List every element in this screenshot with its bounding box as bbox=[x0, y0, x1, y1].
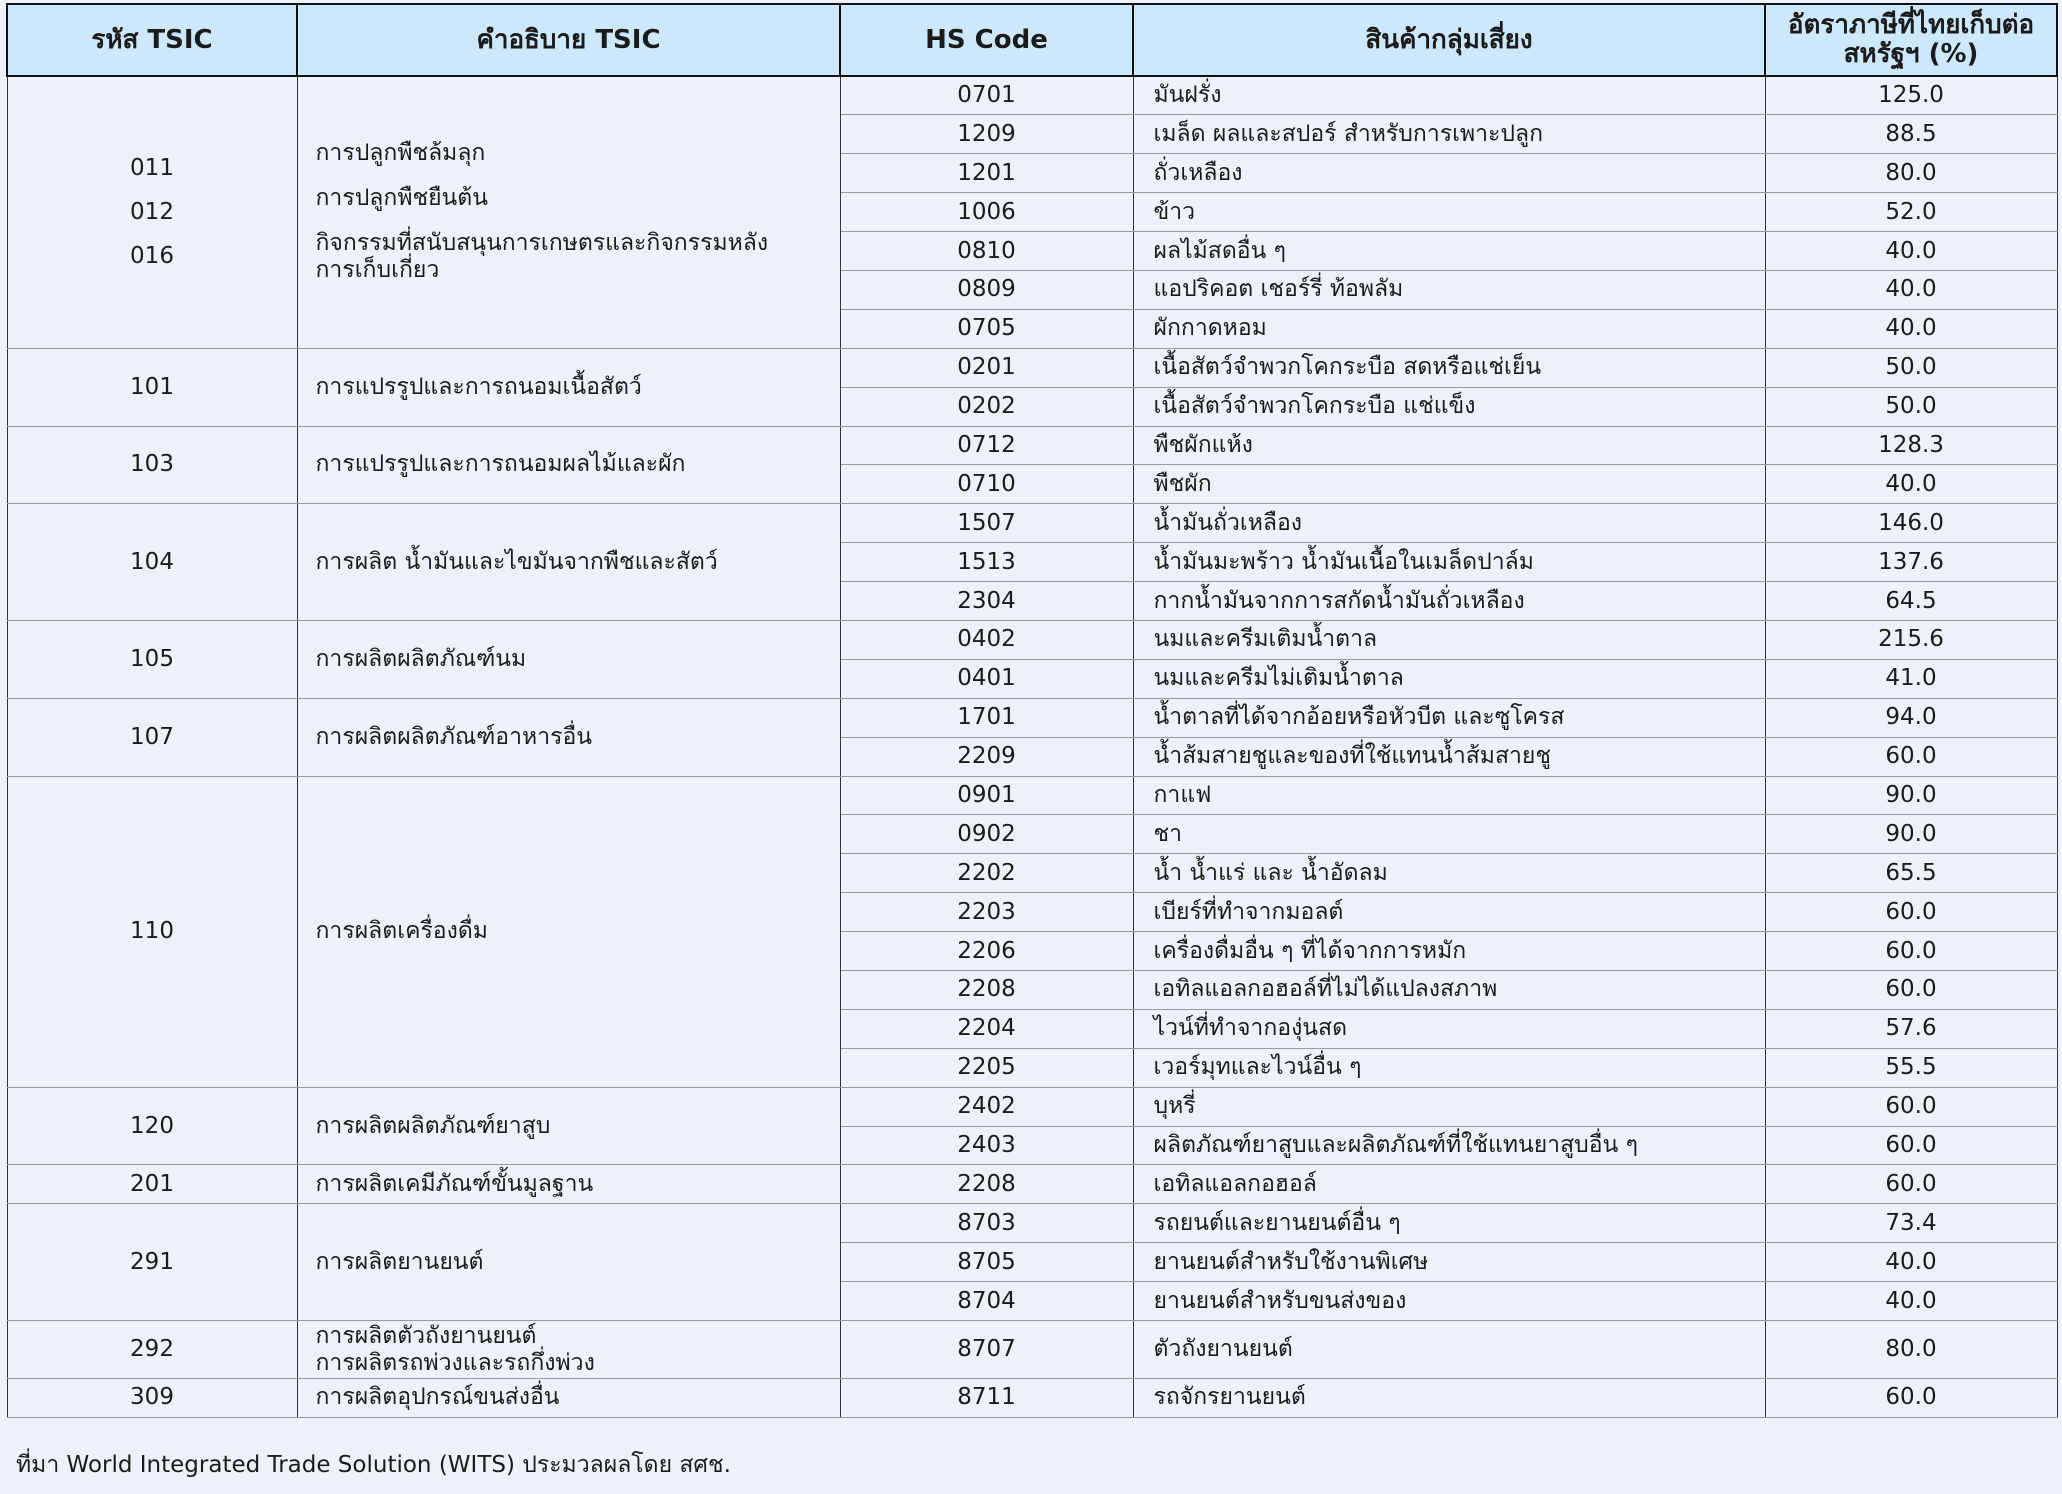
risk-product-cell: ผลิตภัณฑ์ยาสูบและผลิตภัณฑ์ที่ใช้แทนยาสูบอื่น ๆ bbox=[1133, 1126, 1765, 1165]
risk-product-cell: เมล็ด ผลและสปอร์ สำหรับการเพาะปลูก bbox=[1133, 115, 1765, 154]
hs-code-cell: 1006 bbox=[840, 193, 1133, 232]
tsic-code-cell bbox=[7, 1087, 297, 1165]
tsic-code-cell bbox=[7, 698, 297, 776]
hs-code-cell: 1513 bbox=[840, 543, 1133, 582]
tariff-rate-cell: 60.0 bbox=[1765, 932, 2057, 971]
tsic-description-cell bbox=[297, 1087, 840, 1165]
risk-product-cell: รถยนต์และยานยนต์อื่น ๆ bbox=[1133, 1204, 1765, 1243]
risk-product-cell: เอทิลแอลกอฮอล์ที่ไม่ได้แปลงสภาพ bbox=[1133, 970, 1765, 1009]
tsic-code-cell bbox=[7, 620, 297, 698]
risk-product-cell: แอปริคอต เชอร์รี่ ท้อพลัม bbox=[1133, 270, 1765, 309]
table-row bbox=[7, 776, 2057, 815]
hs-code-cell: 2204 bbox=[840, 1009, 1133, 1048]
table-row bbox=[7, 76, 2057, 115]
tariff-rate-cell: 41.0 bbox=[1765, 659, 2057, 698]
table-row bbox=[7, 1087, 2057, 1126]
tariff-rate-cell: 60.0 bbox=[1765, 893, 2057, 932]
tsic-description-cell bbox=[297, 348, 840, 426]
header-tariff-rate bbox=[1765, 4, 2057, 76]
hs-code-cell: 1701 bbox=[840, 698, 1133, 737]
tariff-rate-cell: 50.0 bbox=[1765, 348, 2057, 387]
hs-code-cell: 0401 bbox=[840, 659, 1133, 698]
hs-code-cell: 1201 bbox=[840, 154, 1133, 193]
hs-code-cell: 8703 bbox=[840, 1204, 1133, 1243]
hs-code-cell: 0809 bbox=[840, 270, 1133, 309]
tariff-rate-cell: 52.0 bbox=[1765, 193, 2057, 232]
tsic-code-cell bbox=[7, 76, 297, 348]
tsic-description-line: การผลิตผลิตภัณฑ์ยาสูบ bbox=[315, 1112, 551, 1139]
tsic-code-cell bbox=[7, 426, 297, 504]
risk-product-cell: พืชผักแห้ง bbox=[1133, 426, 1765, 465]
tsic-description-line: การผลิตอุปกรณ์ขนส่งอื่น bbox=[315, 1384, 560, 1411]
risk-product-cell: นมและครีมไม่เติมน้ำตาล bbox=[1133, 659, 1765, 698]
hs-code-cell: 2208 bbox=[840, 970, 1133, 1009]
risk-product-cell: ชา bbox=[1133, 815, 1765, 854]
tariff-rate-cell: 64.5 bbox=[1765, 582, 2057, 621]
risk-product-cell: น้ำมันถั่วเหลือง bbox=[1133, 504, 1765, 543]
tariff-rate-cell: 90.0 bbox=[1765, 776, 2057, 815]
tariff-rate-cell: 73.4 bbox=[1765, 1204, 2057, 1243]
tsic-code: 201 bbox=[130, 1170, 174, 1197]
tsic-description-cell bbox=[297, 76, 840, 348]
tsic-code: 309 bbox=[130, 1384, 174, 1411]
header-row bbox=[7, 4, 2057, 76]
tsic-description-line: การแปรรูปและการถนอมผลไม้และผัก bbox=[315, 451, 686, 478]
hs-code-cell: 2304 bbox=[840, 582, 1133, 621]
hs-code-cell: 1209 bbox=[840, 115, 1133, 154]
tariff-rate-cell: 40.0 bbox=[1765, 1282, 2057, 1321]
tsic-description-line: การผลิตยานยนต์ bbox=[315, 1248, 484, 1275]
table-row bbox=[7, 698, 2057, 737]
risk-product-cell: ข้าว bbox=[1133, 193, 1765, 232]
hs-code-cell: 0402 bbox=[840, 620, 1133, 659]
tariff-rate-cell: 80.0 bbox=[1765, 154, 2057, 193]
risk-product-cell: กาแฟ bbox=[1133, 776, 1765, 815]
table-row bbox=[7, 348, 2057, 387]
tsic-code: 291 bbox=[130, 1248, 174, 1275]
hs-code-cell: 0810 bbox=[840, 232, 1133, 271]
tariff-rate-cell: 128.3 bbox=[1765, 426, 2057, 465]
tsic-description-cell bbox=[297, 1321, 840, 1379]
tsic-description-cell bbox=[297, 1204, 840, 1321]
tsic-description-cell bbox=[297, 1165, 840, 1204]
tsic-code: 011 bbox=[130, 154, 174, 181]
hs-code-cell: 2205 bbox=[840, 1048, 1133, 1087]
risk-product-cell: รถจักรยานยนต์ bbox=[1133, 1379, 1765, 1418]
tariff-rate-cell: 55.5 bbox=[1765, 1048, 2057, 1087]
tsic-code: 120 bbox=[130, 1112, 174, 1139]
risk-product-cell: นมและครีมเติมน้ำตาล bbox=[1133, 620, 1765, 659]
hs-code-cell: 0710 bbox=[840, 465, 1133, 504]
tariff-rate-cell: 40.0 bbox=[1765, 309, 2057, 348]
tsic-description-line: การผลิตตัวถังยานยนต์ bbox=[315, 1322, 537, 1349]
tsic-code: 110 bbox=[130, 918, 174, 945]
tariff-rate-cell: 60.0 bbox=[1765, 1087, 2057, 1126]
header-tariff-rate-line1: อัตราภาษีที่ไทยเก็บต่อ bbox=[1787, 10, 2035, 40]
tariff-rate-cell: 88.5 bbox=[1765, 115, 2057, 154]
tsic-description-line: กิจกรรมที่สนับสนุนการเกษตรและกิจกรรมหลัง bbox=[315, 230, 769, 257]
tariff-rate-cell: 40.0 bbox=[1765, 465, 2057, 504]
hs-code-cell: 8705 bbox=[840, 1243, 1133, 1282]
risk-product-cell: ผักกาดหอม bbox=[1133, 309, 1765, 348]
hs-code-cell: 2402 bbox=[840, 1087, 1133, 1126]
tsic-description-cell bbox=[297, 1379, 840, 1418]
tsic-code-cell bbox=[7, 776, 297, 1087]
table-row bbox=[7, 1165, 2057, 1204]
header-tsic-description: คำอธิบาย TSIC bbox=[297, 4, 840, 76]
tsic-code: 101 bbox=[130, 373, 174, 400]
tsic-code-cell bbox=[7, 348, 297, 426]
tariff-rate-cell: 65.5 bbox=[1765, 854, 2057, 893]
table-row bbox=[7, 504, 2057, 543]
hs-code-cell: 8704 bbox=[840, 1282, 1133, 1321]
hs-code-cell: 0201 bbox=[840, 348, 1133, 387]
tsic-description-cell bbox=[297, 698, 840, 776]
tsic-code: 016 bbox=[130, 242, 174, 269]
tsic-code: 104 bbox=[130, 548, 174, 575]
header-tsic-code: รหัส TSIC bbox=[7, 4, 297, 76]
table-row bbox=[7, 426, 2057, 465]
table-row bbox=[7, 620, 2057, 659]
risk-product-cell: น้ำตาลที่ได้จากอ้อยหรือหัวบีต และซูโครส bbox=[1133, 698, 1765, 737]
header-hs-code: HS Code bbox=[840, 4, 1133, 76]
tsic-description-line: การปลูกพืชยืนต้น bbox=[315, 185, 488, 212]
risk-product-cell: เวอร์มุทและไวน์อื่น ๆ bbox=[1133, 1048, 1765, 1087]
risk-product-cell: เบียร์ที่ทำจากมอลต์ bbox=[1133, 893, 1765, 932]
tsic-code-cell bbox=[7, 1379, 297, 1418]
tariff-rate-cell: 40.0 bbox=[1765, 270, 2057, 309]
tariff-rate-cell: 60.0 bbox=[1765, 737, 2057, 776]
risk-product-cell: เอทิลแอลกอฮอล์ bbox=[1133, 1165, 1765, 1204]
tsic-description-line: การผลิตผลิตภัณฑ์นม bbox=[315, 645, 527, 672]
tsic-code: 292 bbox=[130, 1336, 174, 1362]
tsic-code-cell bbox=[7, 1165, 297, 1204]
hs-code-cell: 0901 bbox=[840, 776, 1133, 815]
tsic-description-cell bbox=[297, 776, 840, 1087]
tariff-rate-cell: 80.0 bbox=[1765, 1321, 2057, 1379]
tariff-rate-cell: 90.0 bbox=[1765, 815, 2057, 854]
risk-product-cell: บุหรี่ bbox=[1133, 1087, 1765, 1126]
risk-product-cell: ตัวถังยานยนต์ bbox=[1133, 1321, 1765, 1379]
tsic-code: 105 bbox=[130, 645, 174, 672]
source-note: ที่มา World Integrated Trade Solution (WITS) ประมวลผลโดย สศช. bbox=[16, 1452, 731, 1478]
hs-code-cell: 2403 bbox=[840, 1126, 1133, 1165]
tariff-rate-cell: 40.0 bbox=[1765, 1243, 2057, 1282]
risk-product-cell: ยานยนต์สำหรับใช้งานพิเศษ bbox=[1133, 1243, 1765, 1282]
hs-code-cell: 2209 bbox=[840, 737, 1133, 776]
risk-product-cell: น้ำส้มสายชูและของที่ใช้แทนน้ำส้มสายชู bbox=[1133, 737, 1765, 776]
tariff-rate-cell: 146.0 bbox=[1765, 504, 2057, 543]
tariff-rate-cell: 94.0 bbox=[1765, 698, 2057, 737]
risk-product-cell: เครื่องดื่มอื่น ๆ ที่ได้จากการหมัก bbox=[1133, 932, 1765, 971]
tariff-rate-cell: 215.6 bbox=[1765, 620, 2057, 659]
risk-product-cell: น้ำ น้ำแร่ และ น้ำอัดลม bbox=[1133, 854, 1765, 893]
tsic-description-line: การปลูกพืชล้มลุก bbox=[315, 140, 486, 167]
tsic-description-line: การผลิตเคมีภัณฑ์ขั้นมูลฐาน bbox=[315, 1170, 594, 1197]
risk-product-cell: ผลไม้สดอื่น ๆ bbox=[1133, 232, 1765, 271]
hs-code-cell: 2202 bbox=[840, 854, 1133, 893]
risk-product-cell: กากน้ำมันจากการสกัดน้ำมันถั่วเหลือง bbox=[1133, 582, 1765, 621]
tariff-table-container bbox=[6, 3, 2056, 1418]
tsic-description-line: การผลิตรถพ่วงและรถกึ่งพ่วง bbox=[315, 1349, 595, 1376]
tsic-code: 107 bbox=[130, 723, 174, 750]
tariff-rate-cell: 137.6 bbox=[1765, 543, 2057, 582]
risk-product-cell: ยานยนต์สำหรับขนส่งของ bbox=[1133, 1282, 1765, 1321]
table-row bbox=[7, 1321, 2057, 1379]
header-risk-product: สินค้ากลุ่มเสี่ยง bbox=[1133, 4, 1765, 76]
tsic-code-cell bbox=[7, 504, 297, 621]
tariff-rate-cell: 60.0 bbox=[1765, 1126, 2057, 1165]
tsic-description-cell bbox=[297, 620, 840, 698]
risk-product-cell: เนื้อสัตว์จำพวกโคกระบือ แช่แข็ง bbox=[1133, 387, 1765, 426]
tsic-code-cell bbox=[7, 1204, 297, 1321]
tsic-description-line: การผลิตผลิตภัณฑ์อาหารอื่น bbox=[315, 723, 592, 750]
tsic-code-cell bbox=[7, 1321, 297, 1379]
risk-product-cell: น้ำมันมะพร้าว น้ำมันเนื้อในเมล็ดปาล์ม bbox=[1133, 543, 1765, 582]
risk-product-cell: ถั่วเหลือง bbox=[1133, 154, 1765, 193]
tsic-code: 012 bbox=[130, 198, 174, 225]
hs-code-cell: 0202 bbox=[840, 387, 1133, 426]
tsic-code: 103 bbox=[130, 451, 174, 478]
hs-code-cell: 8711 bbox=[840, 1379, 1133, 1418]
risk-product-cell: เนื้อสัตว์จำพวกโคกระบือ สดหรือแช่เย็น bbox=[1133, 348, 1765, 387]
header-tariff-rate-line2: สหรัฐฯ (%) bbox=[1843, 39, 1979, 69]
hs-code-cell: 0712 bbox=[840, 426, 1133, 465]
tariff-rate-cell: 60.0 bbox=[1765, 1379, 2057, 1418]
hs-code-cell: 2203 bbox=[840, 893, 1133, 932]
tariff-rate-cell: 60.0 bbox=[1765, 1165, 2057, 1204]
tariff-rate-cell: 125.0 bbox=[1765, 76, 2057, 115]
risk-product-cell: ไวน์ที่ทำจากองุ่นสด bbox=[1133, 1009, 1765, 1048]
tariff-rate-cell: 40.0 bbox=[1765, 232, 2057, 271]
hs-code-cell: 8707 bbox=[840, 1321, 1133, 1379]
tsic-description-line: การแปรรูปและการถนอมเนื้อสัตว์ bbox=[315, 373, 642, 400]
tariff-rate-cell: 60.0 bbox=[1765, 970, 2057, 1009]
hs-code-cell: 0902 bbox=[840, 815, 1133, 854]
tariff-rate-cell: 57.6 bbox=[1765, 1009, 2057, 1048]
hs-code-cell: 2206 bbox=[840, 932, 1133, 971]
tsic-description-line: การผลิต น้ำมันและไขมันจากพืชและสัตว์ bbox=[315, 548, 718, 575]
risk-product-cell: มันฝรั่ง bbox=[1133, 76, 1765, 115]
hs-code-cell: 0701 bbox=[840, 76, 1133, 115]
risk-product-cell: พืชผัก bbox=[1133, 465, 1765, 504]
hs-code-cell: 0705 bbox=[840, 309, 1133, 348]
tsic-description-line: การเก็บเกี่ยว bbox=[315, 257, 440, 284]
table-body bbox=[7, 76, 2057, 1417]
table-row bbox=[7, 1379, 2057, 1418]
tsic-description-line: การผลิตเครื่องดื่ม bbox=[315, 918, 488, 945]
table-row bbox=[7, 1204, 2057, 1243]
tsic-description-cell bbox=[297, 504, 840, 621]
tsic-description-cell bbox=[297, 426, 840, 504]
hs-code-cell: 2208 bbox=[840, 1165, 1133, 1204]
tariff-rate-cell: 50.0 bbox=[1765, 387, 2057, 426]
tariff-table bbox=[6, 3, 2058, 1418]
hs-code-cell: 1507 bbox=[840, 504, 1133, 543]
